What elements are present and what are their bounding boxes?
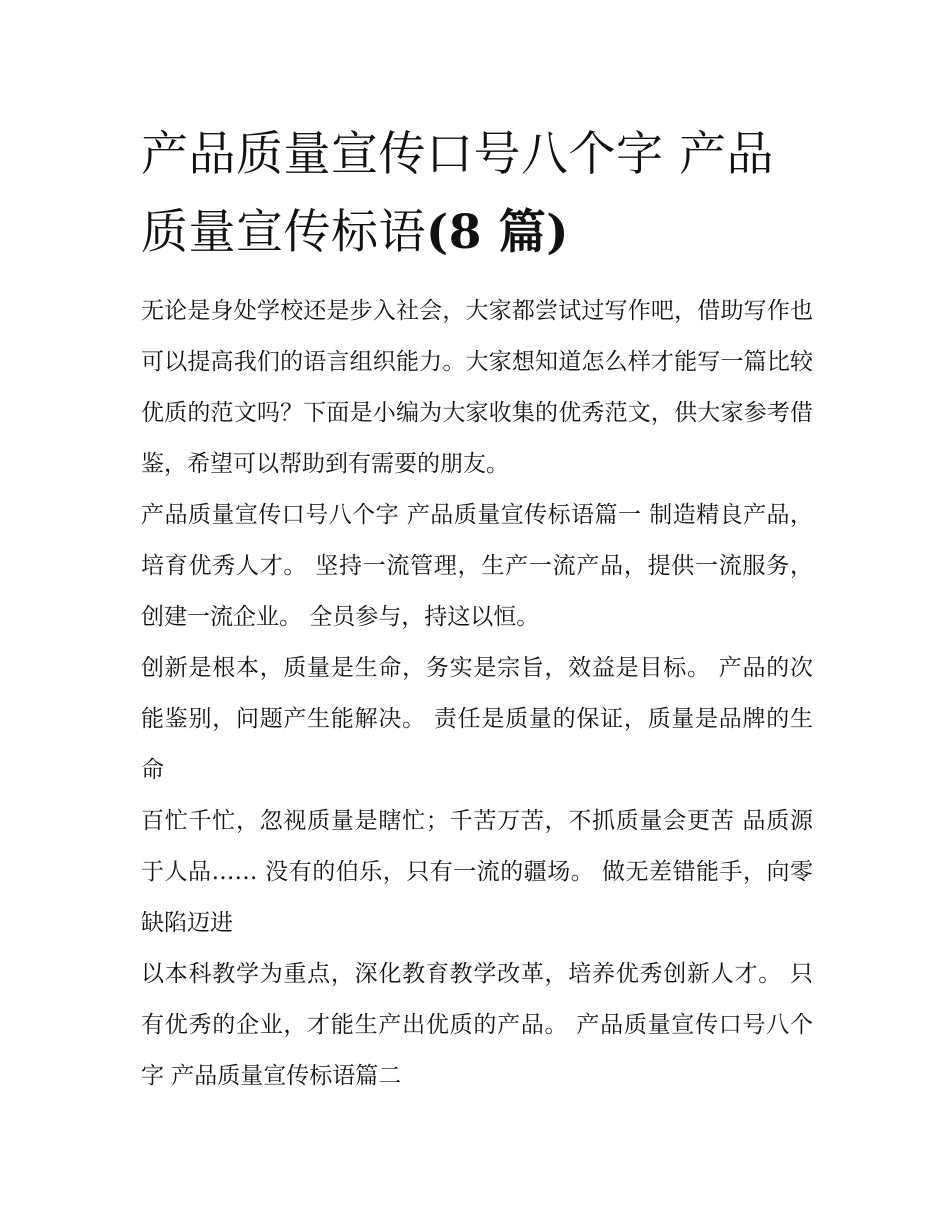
- document-title-main: 产品质量宣传口号八个字 产品质量宣传标语: [141, 127, 774, 260]
- body-paragraph: 百忙千忙，忽视质量是瞎忙；千苦万苦，不抓质量会更苦 品质源于人品…… 没有的伯乐，只有一流的疆场。 做无差错能手，向零缺陷迈进: [141, 808, 813, 936]
- document-page: [141, 116, 813, 1102]
- document-title-count: (8 篇): [426, 205, 570, 260]
- body-paragraph: 产品质量宣传口号八个字 产品质量宣传标语篇一 制造精良产品，培育优秀人才。 坚持一流管理，生产一流产品，提供一流服务，创建一流企业。 全员参与，持这以恒。: [141, 502, 813, 630]
- body-paragraph: 创新是根本，质量是生命，务实是宗旨，效益是目标。 产品的次能鉴别，问题产生能解决。 责任是质量的保证，质量是品牌的生命: [141, 655, 813, 783]
- body-paragraph: 以本科教学为重点，深化教育教学改革，培养优秀创新人才。 只有优秀的企业，才能生产出优质的产品。 产品质量宣传口号八个字 产品质量宣传标语篇二: [141, 961, 813, 1089]
- document-title: [141, 116, 813, 272]
- intro-paragraph: 无论是身处学校还是步入社会，大家都尝试过写作吧，借助写作也可以提高我们的语言组织能力。大家想知道怎么样才能写一篇比较优质的范文吗？下面是小编为大家收集的优秀范文，供大家参考借鉴，希望可以帮助到有需要的朋友。: [141, 298, 813, 477]
